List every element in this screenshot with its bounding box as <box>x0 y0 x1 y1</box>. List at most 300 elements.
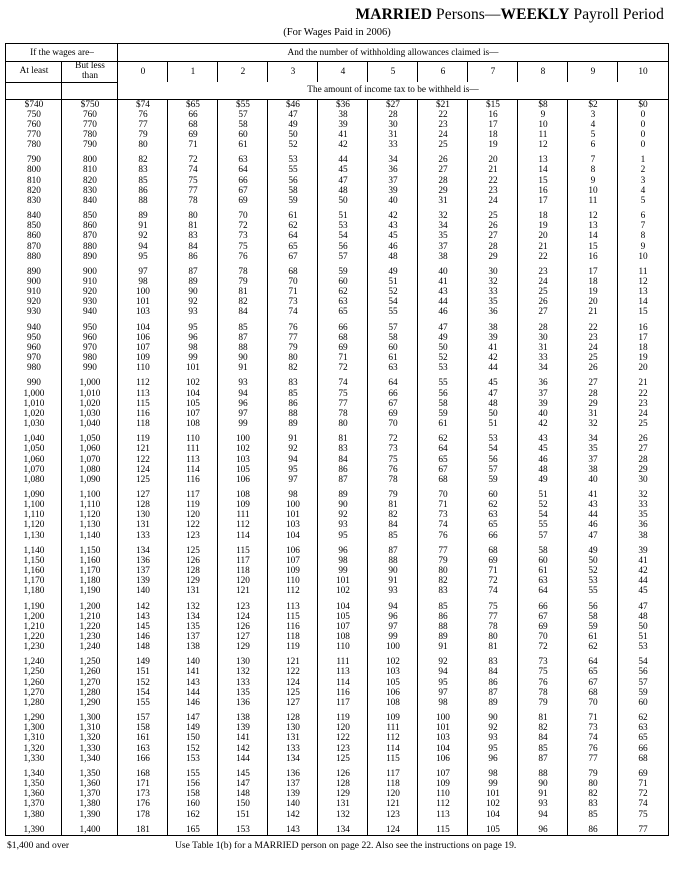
cell-allowance-9: 40 <box>568 475 618 485</box>
cell-allowance-4: 95 <box>318 531 368 541</box>
cell-allowance-10: 36 <box>618 520 668 530</box>
cell-allowance-4: 75 <box>318 389 368 399</box>
cell-allowance-0: 94 <box>118 242 168 252</box>
cell-allowance-1: 165 <box>168 825 218 836</box>
table-row <box>6 242 668 252</box>
cell-allowance-7: 99 <box>468 779 518 789</box>
cell-allowance-0: 86 <box>118 186 168 196</box>
cell-allowance-8: 49 <box>518 475 568 485</box>
cell-allowance-7: 89 <box>468 698 518 708</box>
cell-allowance-8: 55 <box>518 520 568 530</box>
cell-allowance-0: 101 <box>118 297 168 307</box>
cell-allowance-9: 55 <box>568 586 618 596</box>
cell-allowance-8: 79 <box>518 698 568 708</box>
cell-allowance-1: 96 <box>168 333 218 343</box>
allowance-col-8: 8 <box>518 62 568 83</box>
table-row <box>6 378 668 388</box>
cell-allowance-3: 100 <box>268 500 318 510</box>
cell-allowance-6: 44 <box>418 297 468 307</box>
table-row <box>6 465 668 475</box>
cell-allowance-2: 121 <box>218 586 268 596</box>
cell-but-less: 890 <box>62 252 118 262</box>
cell-allowance-7: 80 <box>468 632 518 642</box>
cell-allowance-7: 105 <box>468 825 518 836</box>
table-row <box>6 196 668 206</box>
cell-but-less: 1,280 <box>62 688 118 698</box>
cell-allowance-1: 129 <box>168 576 218 586</box>
cell-allowance-5: 34 <box>368 155 418 165</box>
cell-allowance-10: 6 <box>618 211 668 221</box>
cell-allowance-10: 24 <box>618 409 668 419</box>
cell-allowance-7: 92 <box>468 723 518 733</box>
table-row <box>6 556 668 566</box>
cell-allowance-9: 15 <box>568 242 618 252</box>
cell-allowance-3: 113 <box>268 602 318 612</box>
cell-allowance-4: 131 <box>318 799 368 809</box>
cell-allowance-7: 78 <box>468 622 518 632</box>
cell-allowance-0: 139 <box>118 576 168 586</box>
cell-allowance-7: 29 <box>468 252 518 262</box>
cell-allowance-5: 120 <box>368 789 418 799</box>
cell-allowance-5: 55 <box>368 307 418 317</box>
cell-but-less: 1,150 <box>62 546 118 556</box>
cell-allowance-6: 34 <box>418 221 468 231</box>
cell-allowance-3: 101 <box>268 510 318 520</box>
cell-at-least: 820 <box>6 186 62 196</box>
cell-allowance-6: 52 <box>418 353 468 363</box>
cell-allowance-2: 67 <box>218 186 268 196</box>
cell-allowance-10: 72 <box>618 789 668 799</box>
cell-at-least: 1,110 <box>6 510 62 520</box>
cell-allowance-4: 56 <box>318 242 368 252</box>
cell-allowance-5: 108 <box>368 698 418 708</box>
table-row <box>6 622 668 632</box>
cell-allowance-1: 66 <box>168 110 218 120</box>
cell-allowance-5: 39 <box>368 186 418 196</box>
cell-allowance-3: 64 <box>268 231 318 241</box>
cell-allowance-5: 40 <box>368 196 418 206</box>
cell-at-least: 1,320 <box>6 744 62 754</box>
cell-allowance-4: 132 <box>318 810 368 820</box>
cell-allowance-5: 90 <box>368 566 418 576</box>
cell-at-least: 790 <box>6 155 62 165</box>
cell-at-least: 760 <box>6 120 62 130</box>
cell-allowance-4: 39 <box>318 120 368 130</box>
cell-but-less: 1,340 <box>62 754 118 764</box>
cell-allowance-2: 117 <box>218 556 268 566</box>
cell-allowance-8: 13 <box>518 155 568 165</box>
cell-allowance-0: 103 <box>118 307 168 317</box>
cell-allowance-4: 42 <box>318 140 368 150</box>
cell-allowance-2: 79 <box>218 277 268 287</box>
cell-but-less: 1,130 <box>62 520 118 530</box>
cell-allowance-4: 71 <box>318 353 368 363</box>
cell-allowance-5: 85 <box>368 531 418 541</box>
cell-allowance-8: 58 <box>518 546 568 556</box>
cell-allowance-8: 43 <box>518 434 568 444</box>
cell-but-less: 1,180 <box>62 576 118 586</box>
cell-allowance-1: 74 <box>168 165 218 175</box>
cell-allowance-4: 63 <box>318 297 368 307</box>
cell-allowance-0: 131 <box>118 520 168 530</box>
cell-allowance-8: 45 <box>518 444 568 454</box>
cell-allowance-9: 3 <box>568 110 618 120</box>
cell-but-less: 980 <box>62 353 118 363</box>
cell-allowance-9: 62 <box>568 642 618 652</box>
cell-allowance-10: 22 <box>618 389 668 399</box>
cell-allowance-9: 26 <box>568 363 618 373</box>
cell-allowance-6: 89 <box>418 632 468 642</box>
cell-allowance-9: 31 <box>568 409 618 419</box>
table-row <box>6 444 668 454</box>
cell-allowance-1: 89 <box>168 277 218 287</box>
cell-allowance-7: 42 <box>468 353 518 363</box>
cell-allowance-9: 11 <box>568 196 618 206</box>
cell-allowance-10: 57 <box>618 678 668 688</box>
cell-allowance-2: 118 <box>218 566 268 576</box>
cell-allowance-10: 33 <box>618 500 668 510</box>
cell-allowance-3: 56 <box>268 176 318 186</box>
cell-allowance-5: 58 <box>368 333 418 343</box>
cell-at-least: 1,230 <box>6 642 62 652</box>
cell-at-least: 870 <box>6 242 62 252</box>
cell-allowance-8: 46 <box>518 455 568 465</box>
cell-allowance-0: 146 <box>118 632 168 642</box>
cell-allowance-1: 104 <box>168 389 218 399</box>
cell-allowance-1: 135 <box>168 622 218 632</box>
cell-allowance-9: 6 <box>568 140 618 150</box>
cell-allowance-8: 11 <box>518 130 568 140</box>
cell-allowance-2: 73 <box>218 231 268 241</box>
cell-allowance-1: 68 <box>168 120 218 130</box>
cell-allowance-3: 134 <box>268 754 318 764</box>
cell-allowance-10: 51 <box>618 632 668 642</box>
cell-allowance-6: 43 <box>418 287 468 297</box>
cell-allowance-7: 56 <box>468 455 518 465</box>
cell-allowance-0: 100 <box>118 287 168 297</box>
cell-allowance-10: 71 <box>618 779 668 789</box>
cell-allowance-3: 67 <box>268 252 318 262</box>
cell-allowance-3: 121 <box>268 657 318 667</box>
cell-allowance-4: 116 <box>318 688 368 698</box>
cell-allowance-10: 18 <box>618 343 668 353</box>
cell-allowance-3: 73 <box>268 297 318 307</box>
cell-allowance-0: 92 <box>118 231 168 241</box>
cell-allowance-5: 49 <box>368 267 418 277</box>
cell-allowance-4: 120 <box>318 723 368 733</box>
cell-allowance-6: 28 <box>418 176 468 186</box>
cell-allowance-0: 97 <box>118 267 168 277</box>
cell-but-less: 1,040 <box>62 419 118 429</box>
cell-but-less: 860 <box>62 221 118 231</box>
cell-allowance-4: 57 <box>318 252 368 262</box>
cell-allowance-4: 47 <box>318 176 368 186</box>
cell-allowance-5: 43 <box>368 221 418 231</box>
cell-allowance-6: 37 <box>418 242 468 252</box>
cell-but-less: 780 <box>62 130 118 140</box>
cell-allowance-8: 39 <box>518 399 568 409</box>
cell-allowance-10: 47 <box>618 602 668 612</box>
cell-allowance-8: 66 <box>518 602 568 612</box>
cell-allowance-9: 14 <box>568 231 618 241</box>
cell-allowance-8: 10 <box>518 120 568 130</box>
cell-allowance-5: 64 <box>368 378 418 388</box>
cell-allowance-1: 116 <box>168 475 218 485</box>
cell-allowance-2: 130 <box>218 657 268 667</box>
cell-allowance-1: 146 <box>168 698 218 708</box>
cell-allowance-8: 76 <box>518 678 568 688</box>
cell-allowance-2: 85 <box>218 323 268 333</box>
cell-at-least: 1,100 <box>6 500 62 510</box>
cell-allowance-7: 84 <box>468 667 518 677</box>
cell-allowance-5: 67 <box>368 399 418 409</box>
cell-allowance-5: 73 <box>368 444 418 454</box>
cell-allowance-5: 117 <box>368 769 418 779</box>
cell-at-least: 1,020 <box>6 409 62 419</box>
table-container <box>0 43 674 836</box>
cell-allowance-8: 33 <box>518 353 568 363</box>
cell-allowance-4: 89 <box>318 490 368 500</box>
cell-allowance-1: 128 <box>168 566 218 576</box>
cell-allowance-7: 44 <box>468 363 518 373</box>
cell-allowance-1: 113 <box>168 455 218 465</box>
cell-allowance-8: 72 <box>518 642 568 652</box>
cell-allowance-10: 68 <box>618 754 668 764</box>
cell-allowance-10: 21 <box>618 378 668 388</box>
cell-allowance-7: 66 <box>468 531 518 541</box>
cell-allowance-5: 31 <box>368 130 418 140</box>
table-row <box>6 211 668 221</box>
cell-allowance-8: 14 <box>518 165 568 175</box>
cell-allowance-3: 95 <box>268 465 318 475</box>
cell-allowance-3: 47 <box>268 110 318 120</box>
cell-allowance-9: 37 <box>568 455 618 465</box>
cell-allowance-4: 96 <box>318 546 368 556</box>
cell-allowance-6: 24 <box>418 130 468 140</box>
cell-at-least: 850 <box>6 221 62 231</box>
cell-allowance-6: 70 <box>418 490 468 500</box>
cell-allowance-0: 136 <box>118 556 168 566</box>
cell-allowance-8: 21 <box>518 242 568 252</box>
cell-allowance-6: 104 <box>418 744 468 754</box>
cell-allowance-4: 78 <box>318 409 368 419</box>
cell-allowance-10: 53 <box>618 642 668 652</box>
cell-allowance-6: 110 <box>418 789 468 799</box>
table-row <box>6 688 668 698</box>
cell-but-less: 1,270 <box>62 678 118 688</box>
cell-allowance-9: 85 <box>568 810 618 820</box>
cell-allowance-5: 103 <box>368 667 418 677</box>
cell-allowance-8: 57 <box>518 531 568 541</box>
table-row <box>6 353 668 363</box>
cell-allowance-8: 87 <box>518 754 568 764</box>
cell-at-least: 1,040 <box>6 434 62 444</box>
cell-allowance-9: 58 <box>568 612 618 622</box>
table-row <box>6 343 668 353</box>
cell-allowance-10: 50 <box>618 622 668 632</box>
cell-but-less: 1,170 <box>62 566 118 576</box>
cell-allowance-0: 155 <box>118 698 168 708</box>
table-row <box>6 789 668 799</box>
cell-allowance-1: 144 <box>168 688 218 698</box>
cell-allowance-10: 42 <box>618 566 668 576</box>
cell-at-least: 1,140 <box>6 546 62 556</box>
cell-allowance-1: 137 <box>168 632 218 642</box>
cell-allowance-1: 150 <box>168 733 218 743</box>
cell-but-less: 900 <box>62 267 118 277</box>
cell-allowance-3: 127 <box>268 698 318 708</box>
cell-at-least: 980 <box>6 363 62 373</box>
cell-at-least: 810 <box>6 176 62 186</box>
cell-allowance-2: 76 <box>218 252 268 262</box>
cell-allowance-3: 103 <box>268 520 318 530</box>
cell-but-less: 950 <box>62 323 118 333</box>
cell-but-less: 850 <box>62 211 118 221</box>
cell-allowance-6: 61 <box>418 419 468 429</box>
cell-allowance-8: 15 <box>518 176 568 186</box>
cell-allowance-4: 48 <box>318 186 368 196</box>
cell-allowance-3: 62 <box>268 221 318 231</box>
cell-allowance-1: $65 <box>168 99 218 110</box>
cell-allowance-8: 19 <box>518 221 568 231</box>
cell-allowance-6: 92 <box>418 657 468 667</box>
cell-allowance-4: 114 <box>318 678 368 688</box>
cell-allowance-6: 103 <box>418 733 468 743</box>
cell-allowance-3: 70 <box>268 277 318 287</box>
cell-allowance-9: 46 <box>568 520 618 530</box>
cell-allowance-4: 126 <box>318 769 368 779</box>
cell-allowance-8: 28 <box>518 323 568 333</box>
cell-allowance-7: 16 <box>468 110 518 120</box>
cell-allowance-0: 166 <box>118 754 168 764</box>
cell-at-least: 1,200 <box>6 612 62 622</box>
cell-but-less: 1,370 <box>62 789 118 799</box>
table-row <box>6 825 668 836</box>
table-row <box>6 120 668 130</box>
cell-allowance-5: 42 <box>368 211 418 221</box>
cell-allowance-2: 124 <box>218 612 268 622</box>
cell-allowance-10: 19 <box>618 353 668 363</box>
cell-allowance-4: 44 <box>318 155 368 165</box>
cell-allowance-10: 11 <box>618 267 668 277</box>
cell-at-least: 1,360 <box>6 789 62 799</box>
cell-allowance-2: 138 <box>218 713 268 723</box>
cell-allowance-2: 129 <box>218 642 268 652</box>
cell-allowance-1: 77 <box>168 186 218 196</box>
cell-allowance-1: 99 <box>168 353 218 363</box>
cell-allowance-9: 71 <box>568 713 618 723</box>
cell-allowance-4: 107 <box>318 622 368 632</box>
cell-allowance-9: 7 <box>568 155 618 165</box>
cell-allowance-6: 65 <box>418 455 468 465</box>
cell-allowance-1: 160 <box>168 799 218 809</box>
cell-allowance-6: 83 <box>418 586 468 596</box>
cell-allowance-9: 4 <box>568 120 618 130</box>
cell-allowance-4: 66 <box>318 323 368 333</box>
cell-at-least: 1,370 <box>6 799 62 809</box>
cell-allowance-2: 133 <box>218 678 268 688</box>
cell-but-less: 1,190 <box>62 586 118 596</box>
cell-allowance-3: 116 <box>268 622 318 632</box>
cell-but-less: 1,250 <box>62 657 118 667</box>
cell-allowance-9: 34 <box>568 434 618 444</box>
cell-allowance-5: $27 <box>368 99 418 110</box>
cell-at-least: 1,300 <box>6 723 62 733</box>
cell-allowance-0: 112 <box>118 378 168 388</box>
cell-at-least: 830 <box>6 196 62 206</box>
cell-allowance-3: 65 <box>268 242 318 252</box>
cell-but-less: 1,240 <box>62 642 118 652</box>
cell-allowance-7: 35 <box>468 297 518 307</box>
cell-allowance-3: 119 <box>268 642 318 652</box>
cell-allowance-4: 62 <box>318 287 368 297</box>
table-row <box>6 490 668 500</box>
cell-allowance-7: 41 <box>468 343 518 353</box>
cell-allowance-8: 48 <box>518 465 568 475</box>
table-row <box>6 769 668 779</box>
cell-allowance-1: 114 <box>168 465 218 475</box>
cell-allowance-7: 53 <box>468 434 518 444</box>
cell-allowance-9: 53 <box>568 576 618 586</box>
cell-but-less: 1,110 <box>62 500 118 510</box>
cell-allowance-0: 157 <box>118 713 168 723</box>
but-less-line2: than <box>81 70 98 81</box>
cell-allowance-6: 77 <box>418 546 468 556</box>
cell-allowance-4: 68 <box>318 333 368 343</box>
cell-allowance-5: 48 <box>368 252 418 262</box>
cell-allowance-9: 24 <box>568 343 618 353</box>
cell-allowance-9: 10 <box>568 186 618 196</box>
cell-allowance-10: 75 <box>618 810 668 820</box>
cell-allowance-7: 47 <box>468 389 518 399</box>
cell-allowance-0: 109 <box>118 353 168 363</box>
cell-allowance-2: 64 <box>218 165 268 175</box>
cell-but-less: 1,100 <box>62 490 118 500</box>
cell-allowance-1: 75 <box>168 176 218 186</box>
cell-allowance-7: 20 <box>468 155 518 165</box>
cell-allowance-8: 73 <box>518 657 568 667</box>
cell-allowance-3: 55 <box>268 165 318 175</box>
cell-allowance-7: 59 <box>468 475 518 485</box>
cell-but-less: 960 <box>62 333 118 343</box>
cell-allowance-6: 64 <box>418 444 468 454</box>
cell-allowance-2: 135 <box>218 688 268 698</box>
table-row <box>6 779 668 789</box>
cell-allowance-7: 71 <box>468 566 518 576</box>
cell-allowance-2: 78 <box>218 267 268 277</box>
cell-allowance-4: 105 <box>318 612 368 622</box>
cell-allowance-7: 72 <box>468 576 518 586</box>
withholding-table <box>5 43 668 836</box>
cell-allowance-3: 124 <box>268 678 318 688</box>
header-row-labels <box>6 44 668 62</box>
cell-allowance-2: 153 <box>218 825 268 836</box>
cell-allowance-10: 25 <box>618 419 668 429</box>
cell-allowance-8: 16 <box>518 186 568 196</box>
cell-allowance-6: 26 <box>418 155 468 165</box>
cell-allowance-8: 31 <box>518 343 568 353</box>
table-row <box>6 287 668 297</box>
cell-allowance-9: 9 <box>568 176 618 186</box>
cell-allowance-6: 113 <box>418 810 468 820</box>
cell-at-least: 1,270 <box>6 688 62 698</box>
cell-allowance-9: 86 <box>568 825 618 836</box>
cell-allowance-9: 77 <box>568 754 618 764</box>
cell-but-less: 1,300 <box>62 713 118 723</box>
cell-allowance-2: 120 <box>218 576 268 586</box>
cell-allowance-3: 53 <box>268 155 318 165</box>
cell-allowance-2: 102 <box>218 444 268 454</box>
